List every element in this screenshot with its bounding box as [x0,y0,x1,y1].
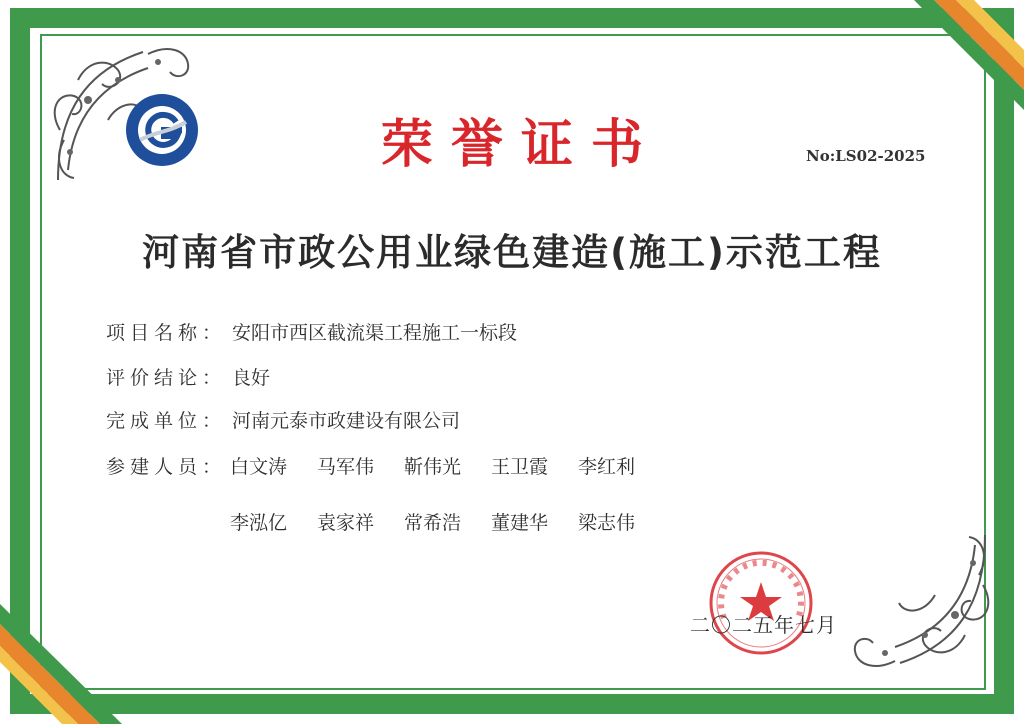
participant-name: 靳伟光 [404,456,462,478]
unit-value: 河南元泰市政建设有限公司 [232,410,461,432]
issue-date: 二〇二五年七月 [690,613,837,637]
project-value: 安阳市西区截流渠工程施工一标段 [232,322,518,344]
participant-name: 袁家祥 [317,512,375,534]
participant-name: 白文涛 [230,456,288,478]
participants-label: 参建人员： [106,456,227,478]
participant-name: 李红利 [578,456,636,478]
participant-name: 常希浩 [404,512,462,534]
participant-name: 梁志伟 [578,512,636,534]
certificate-title: 荣誉证书 [380,115,661,175]
certificate-number: No:LS02-2025 [806,147,926,165]
participant-name: 李泓亿 [230,512,288,534]
participant-name: 王卫霞 [491,456,549,478]
participant-name: 董建华 [491,512,549,534]
corner-ornament-icon [845,525,995,675]
unit-label: 完成单位： [106,410,227,432]
red-seal-icon [706,548,816,658]
participants-row [106,452,232,479]
participants-list [230,452,665,535]
evaluation-label: 评价结论： [106,367,227,389]
project-label: 项目名称： [106,322,227,344]
evaluation-value: 良好 [232,367,271,389]
award-title: 河南省市政公用业绿色建造(施工)示范工程 [142,231,882,274]
participant-name: 马军伟 [317,456,375,478]
unit-row [106,406,460,433]
project-row [106,318,517,345]
evaluation-row [106,363,270,390]
corner-stripe-bottom-left [0,604,150,724]
